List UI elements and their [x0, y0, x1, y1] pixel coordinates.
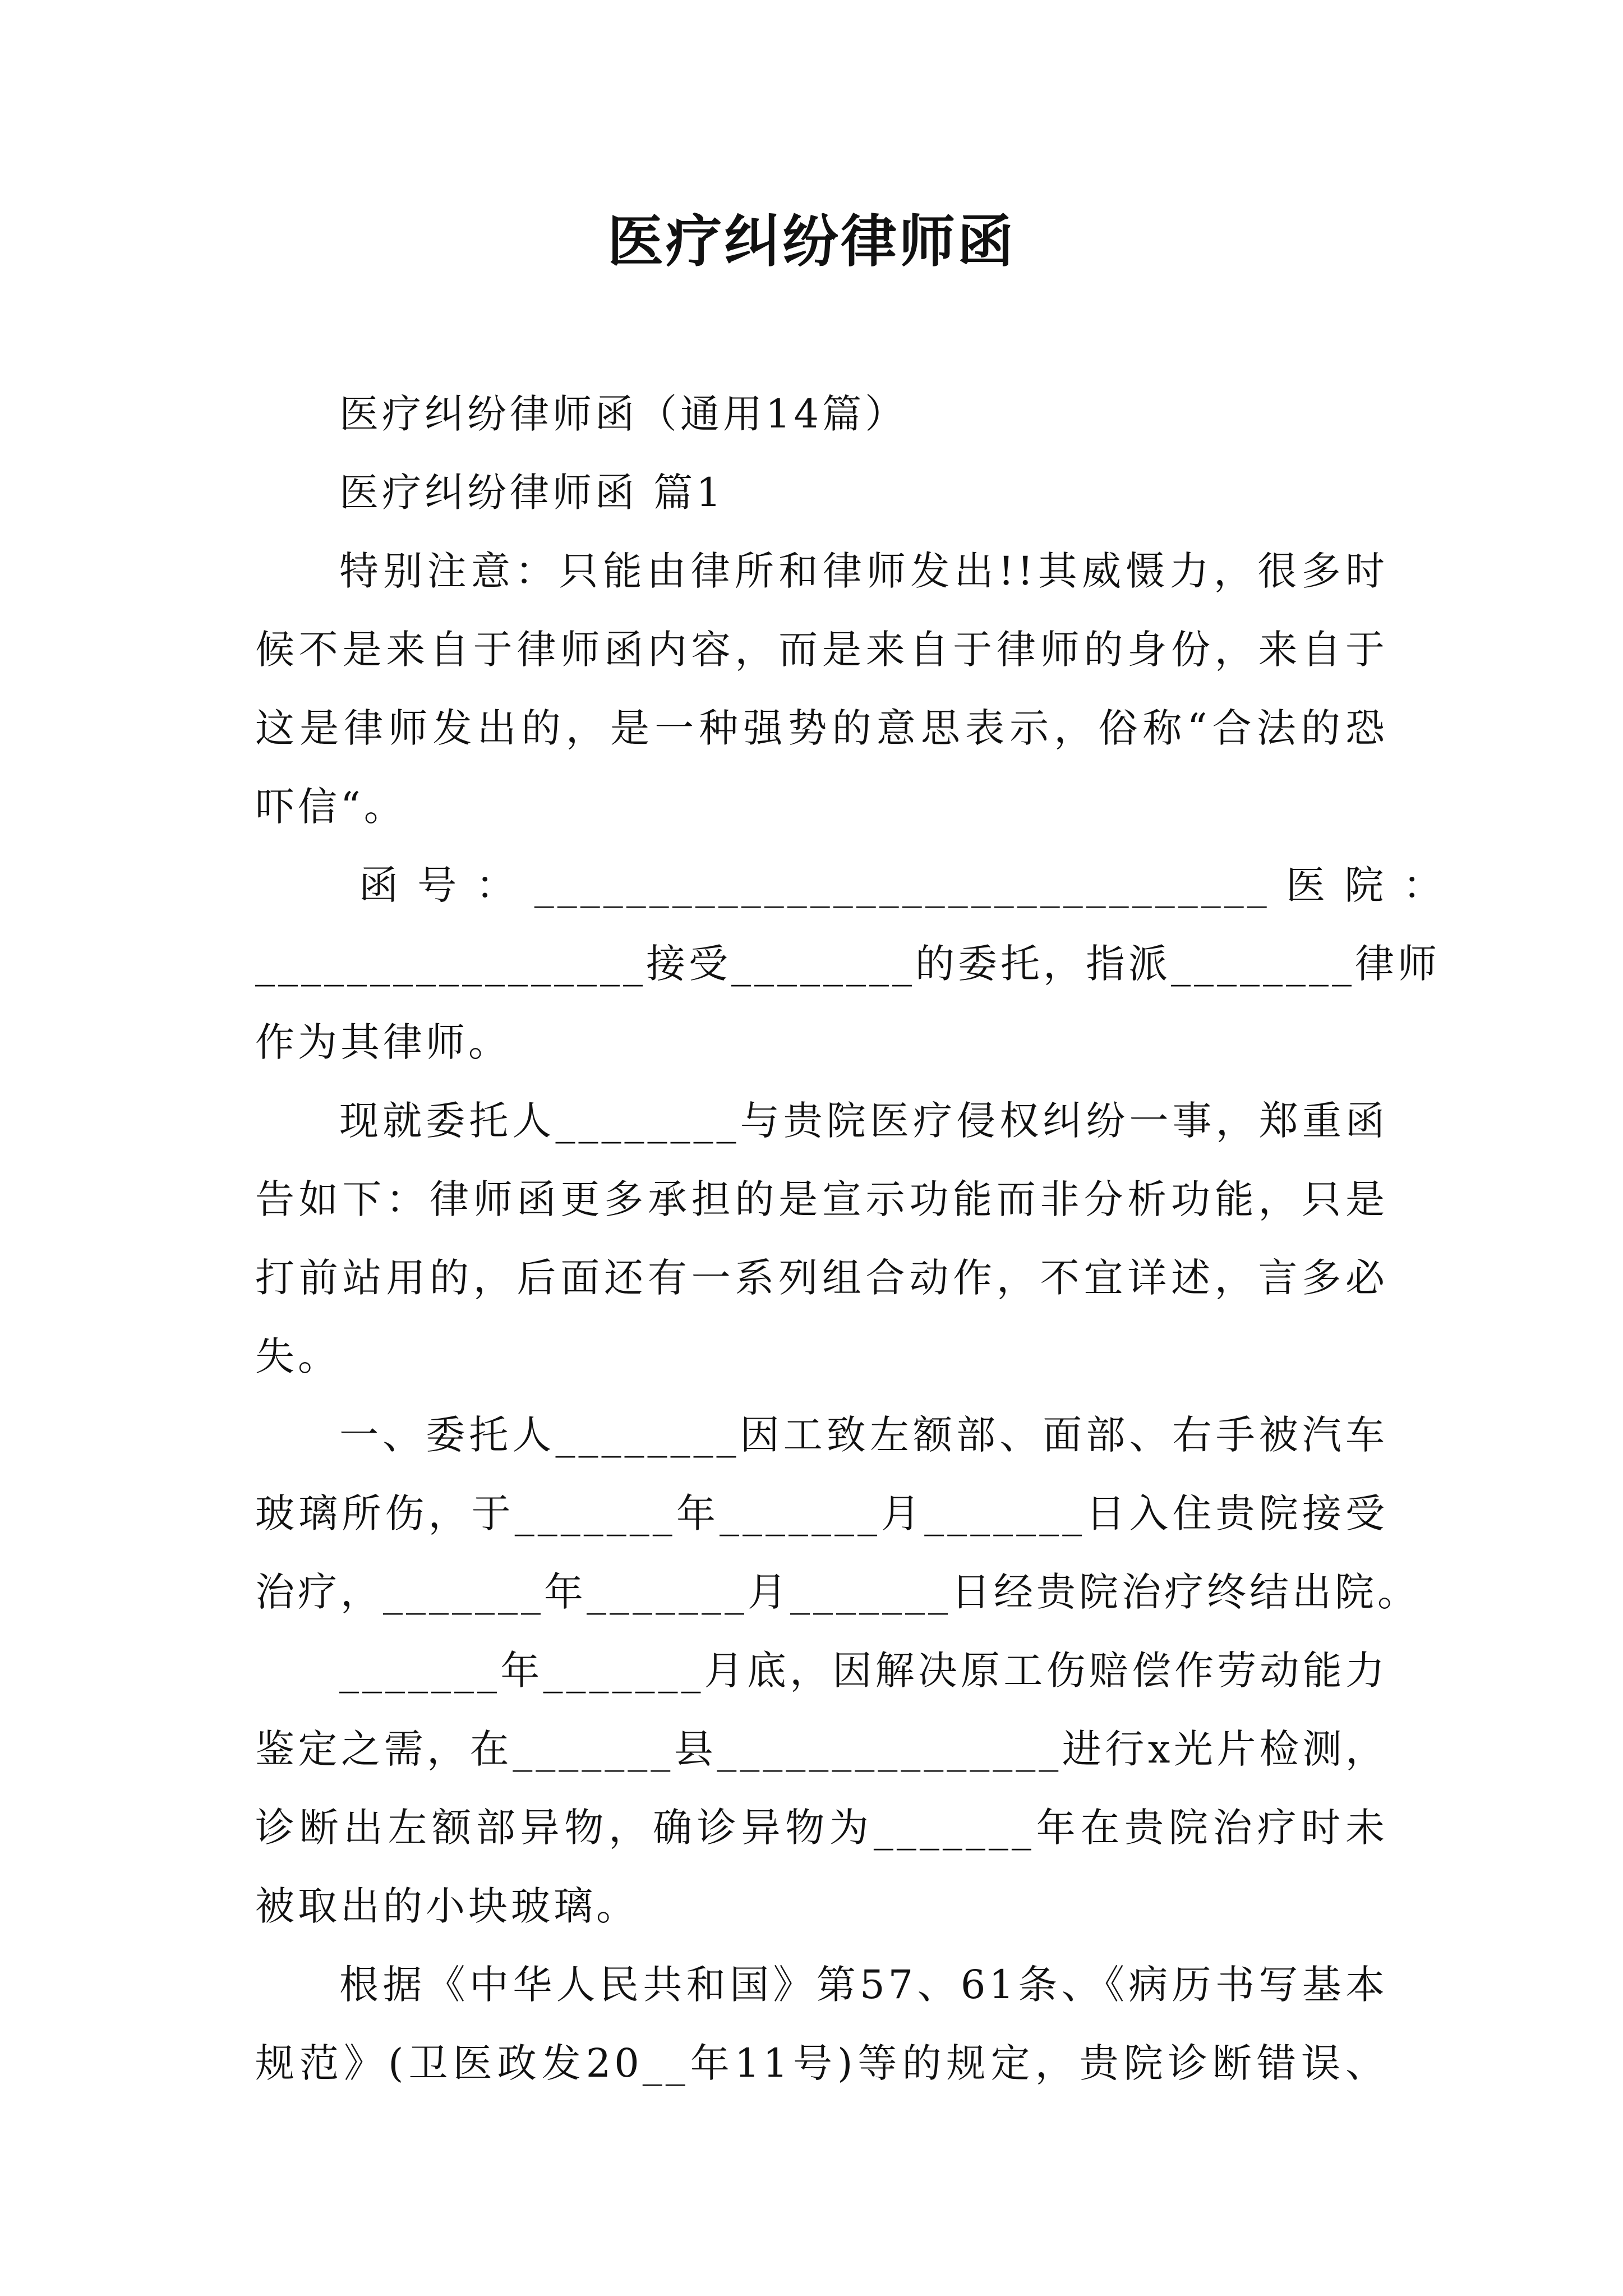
- paragraph-line: 治疗，_______年_______月_______日经贵院治疗终结出院。: [255, 1569, 1420, 1615]
- paragraph-line: 诊断出左额部异物，确诊异物为_______年在贵院治疗时未: [255, 1805, 1388, 1851]
- paragraph-line: 作为其律师。: [255, 1019, 511, 1065]
- subtitle-line: 医疗纠纷律师函（通用14篇）: [339, 391, 908, 437]
- paragraph-line: 特别注意：只能由律所和律师发出!!其威慑力，很多时: [339, 548, 1388, 594]
- paragraph-line: 打前站用的，后面还有一系列组合动作，不宜详述，言多必: [255, 1255, 1388, 1301]
- paragraph-line: 吓信“。: [255, 784, 407, 830]
- paragraph-line: 函 号 ： ________________________________ 医 院 ：: [359, 862, 1446, 908]
- paragraph-line: _______年_______月底，因解决原工伤赔偿作劳动能力: [339, 1648, 1388, 1694]
- paragraph-line: 被取出的小块玻璃。: [255, 1883, 639, 1929]
- paragraph-line: 鉴定之需，在_______县_______________进行x光片检测，: [255, 1726, 1388, 1772]
- paragraph-line: _________________接受________的委托，指派________律师: [255, 941, 1440, 987]
- paragraph-line: 这是律师发出的，是一种强势的意思表示，俗称“合法的恐: [255, 705, 1388, 751]
- paragraph-line: 现就委托人________与贵院医疗侵权纠纷一事，郑重函: [339, 1098, 1388, 1144]
- paragraph-line: 候不是来自于律师函内容，而是来自于律师的身份，来自于: [255, 627, 1388, 673]
- document-title: 医疗纠纷律师函: [607, 208, 1016, 274]
- paragraph-line: 玻璃所伤，于_______年_______月_______日入住贵院接受: [255, 1490, 1388, 1536]
- section-heading: 医疗纠纷律师函 篇1: [339, 470, 725, 516]
- paragraph-line: 一、委托人________因工致左额部、面部、右手被汽车: [339, 1412, 1388, 1458]
- paragraph-line: 失。: [255, 1333, 340, 1379]
- paragraph-line: 告如下：律师函更多承担的是宣示功能而非分析功能，只是: [255, 1176, 1388, 1222]
- paragraph-line: 规范》(卫医政发20__年11号)等的规定，贵院诊断错误、: [255, 2040, 1388, 2086]
- paragraph-line: 根据《中华人民共和国》第57、61条、《病历书写基本: [339, 1962, 1388, 2008]
